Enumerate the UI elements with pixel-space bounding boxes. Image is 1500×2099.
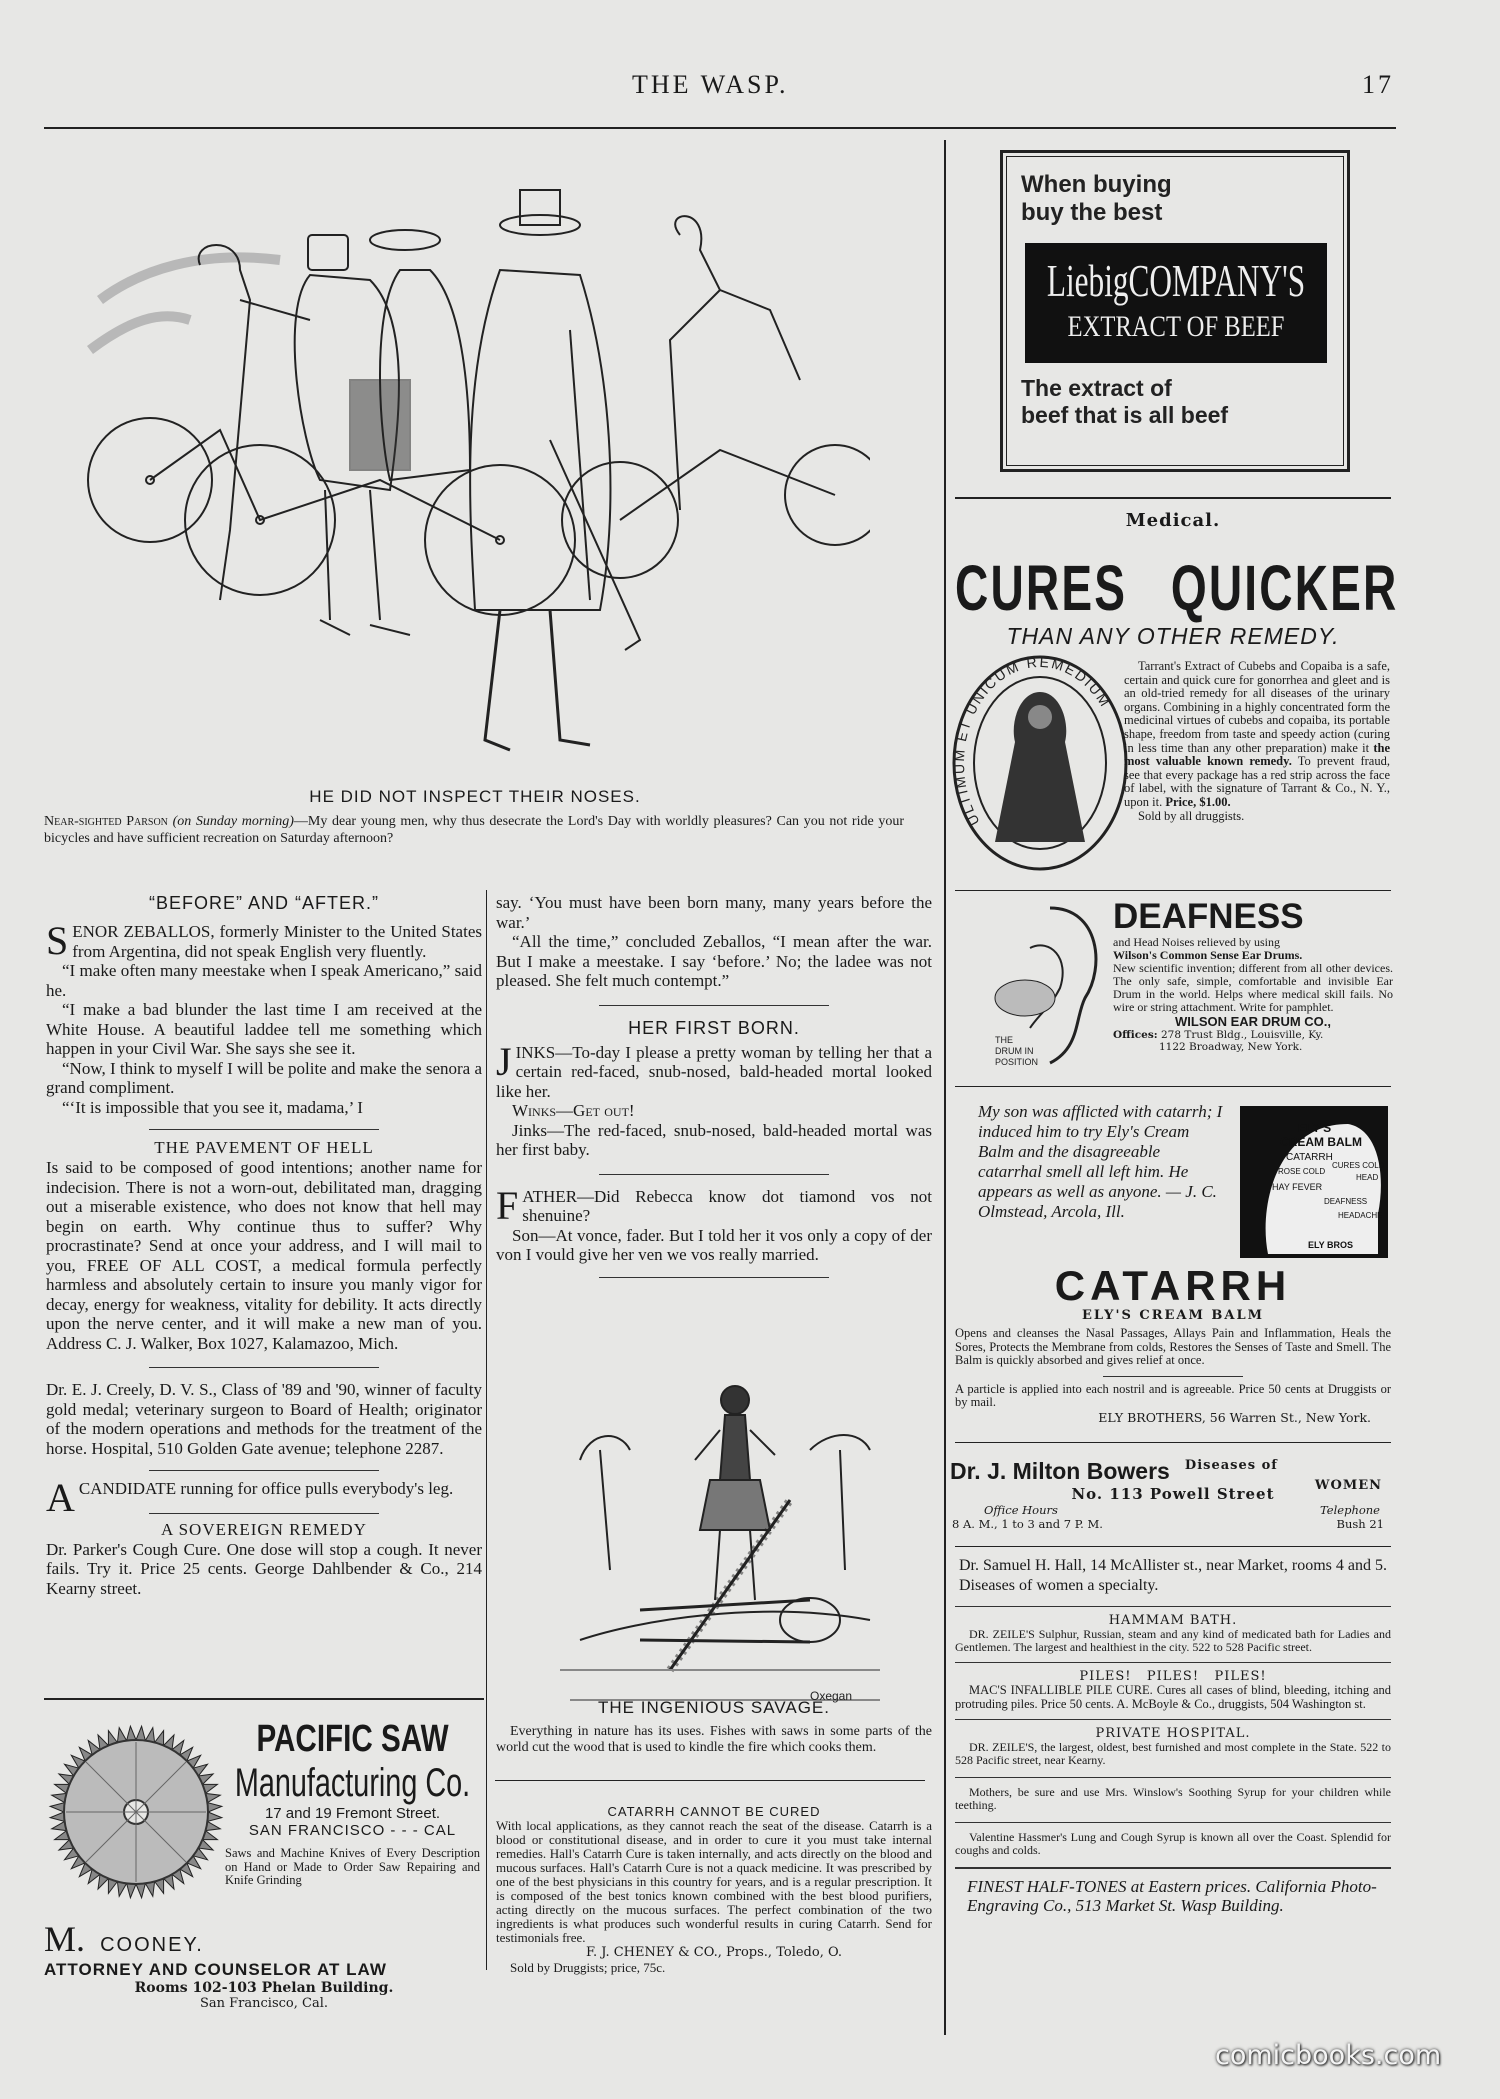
cartoon-illustration bbox=[80, 180, 870, 770]
hammam-title: HAMMAM BATH. bbox=[1108, 1613, 1238, 1628]
liebig-brand-panel: LiebigCOMPANY'S EXTRACT OF BEEF bbox=[1025, 243, 1327, 363]
ear-drum-icon bbox=[990, 898, 1110, 1078]
before-after-continued: say. ‘You must have been born many, many years before the war.’ “All the time,” concluded Zeballos, “I mean after the war. But I make a meestake. I say ‘before.’ No; the ladee was not pleased. She felt much contempt.” bbox=[496, 893, 932, 990]
cartoon-dialogue bbox=[44, 813, 904, 847]
savage-body: Everything in nature has its uses. Fishes with saws in some parts of the world cut the wood that is used to kindle the fire which cooks them. bbox=[496, 1724, 932, 1755]
left-column bbox=[46, 893, 482, 1598]
saw-blade-icon bbox=[46, 1722, 226, 1902]
svg-text:ULTIMUM ET UNICUM REMEDIUM: ULTIMUM ET UNICUM REMEDIUM bbox=[950, 653, 1115, 829]
piles-title: PILES! PILES! PILES! bbox=[1079, 1669, 1267, 1684]
box-word: HEAD bbox=[1356, 1173, 1379, 1182]
savage-signature: Oxegan bbox=[810, 1689, 853, 1703]
rule bbox=[955, 1442, 1391, 1443]
first-born-title: HER FIRST BORN. bbox=[628, 1017, 800, 1038]
tarrant-seal-icon bbox=[950, 652, 1130, 874]
creely-notice: Dr. E. J. Creely, D. V. S., Class of '89 and '90, winner of faculty gold medal; veterinary surgeon to Board of Health; originator of the modern operations and methods for the treatment of the horse. Hospital, 510 Golden Gate avenue; telephone 2287. bbox=[46, 1380, 482, 1458]
father-story: FATHER—Did Rebecca know dot tiamond vos not shenuine? Son—At vonce, fader. But I told her it vos only a copy of der von I vould give her ven we vos really married. bbox=[496, 1182, 932, 1264]
svg-text:CREAM BALM: CREAM BALM bbox=[1280, 1135, 1362, 1149]
divider bbox=[599, 1005, 829, 1006]
right-column-notices: Dr. Samuel H. Hall, 14 McAllister st., near Market, rooms 4 and 5. Diseases of women a specialty. HAMMAM BATH. DR. ZEILE'S Sulphur, Russian, steam and any kind of medicated bath for Ladies and Gentlemen. The largest and healthiest in the city. 522 to 528 Pacific street. PILES! PILES! PILES! MAC'S INFALLIBLE PILE CURE. Cures all cases of blind, bleeding, itching and protruding piles. Price 50 cents. A. McBoyle & Co., druggists, 504 Washington st. PRIVATE HOSPITAL. DR. ZEILE'S, the largest, oldest, best furnished and most complete in the State. 522 to 528 Pacific street, near Kearny. Mothers, be sure and use Mrs. Winslow's Soothing Syrup for your children while teething. Valentine Hassmer's Lung and Cough Syrup is known all over the Coast. Splendid for coughs and colds. FINEST HALF-TONES at Eastern prices. California Photo-Engraving Co., 513 Market St. Wasp Building. bbox=[955, 1557, 1391, 1915]
box-word: ROSE COLD bbox=[1278, 1167, 1326, 1176]
liebig-ad: When buying buy the best LiebigCOMPANY'S EXTRACT OF BEEF The extract of beef that is all beef bbox=[1000, 150, 1350, 472]
savage-illustration bbox=[560, 1370, 890, 1710]
catarrh-cured-ad: CATARRH CANNOT BE CURED With local applications, as they cannot reach the seat of the disease. Catarrh is a blood or constitutional disease, and in order to cure it you must take internal remedies. Hall's Catarrh Cure is taken internally, and acts directly on the blood and mucous surfaces. Hall's Catarrh Cure is not a quack medicine. It was prescribed by one of the best physicians in this country for years, and is a regular prescription. It is composed of the best tonics known combined with the best blood purifiers, acting directly on the mucous surfaces. The perfect combination of the two ingredients is what produces such wonderful results in curing Catarrh. Send for testimonials free. F. J. CHENEY & CO., Props., Toledo, O. Sold by Druggists; price, 75c. bbox=[496, 1804, 932, 1975]
medical-section-label: Medical. bbox=[1125, 510, 1221, 531]
rule bbox=[955, 1546, 1391, 1547]
middle-column bbox=[496, 893, 932, 1278]
divider bbox=[149, 1367, 379, 1368]
elys-catarrh-ad: CATARRH ELY'S CREAM BALM Opens and cleanses the Nasal Passages, Allays Pain and Inflammation, Heals the Sores, Protects the Membrane from colds, Restores the Senses of Taste and Smell. The Balm is quickly absorbed and gives relief at once. A particle is applied into each nostril and is agreeable. Price 50 cents at Druggists or by mail. ELY BROTHERS, 56 Warren St., New York. bbox=[955, 1262, 1391, 1425]
hassmer-notice: Valentine Hassmer's Lung and Cough Syrup is known all over the Coast. Splendid for coughs and colds. bbox=[955, 1830, 1391, 1857]
svg-text:ELY BROS: ELY BROS bbox=[1308, 1240, 1354, 1250]
box-word: HEADACHE bbox=[1338, 1211, 1383, 1220]
candidate-joke: ACANDIDATE running for office pulls everybody's leg. bbox=[46, 1475, 454, 1520]
svg-text:THE: THE bbox=[995, 1035, 1013, 1045]
before-after-title: “BEFORE” AND “AFTER.” bbox=[148, 893, 379, 913]
private-hospital-title: PRIVATE HOSPITAL. bbox=[1095, 1726, 1251, 1741]
pavement-body: Is said to be composed of good intentions; another name for indecision. There is not a worn-out, debilitated man, dragging out a miserable existence, who does not know that hell may begin on earth. Why continue thus to suffer? Why procrastinate? Send at once your address, and I will mail to you, FREE OF ALL COST, a medical formula perfectly harmless and absolutely certain to insure you manly vigor for decay, energy for weakness, vitality for debility. It acts directly upon the nerve center, and it will make a new man of you. Address C. J. Walker, Box 1027, Kalamazoo, Mich. bbox=[46, 1158, 482, 1353]
pacific-saw-title: PACIFIC SAW bbox=[256, 1718, 449, 1760]
rule bbox=[955, 890, 1391, 891]
box-word: CURES COLD bbox=[1332, 1161, 1385, 1170]
pacific-saw-subtitle: Manufacturing Co. bbox=[234, 1761, 471, 1805]
header-rule bbox=[44, 127, 1396, 129]
bowers-ad: Dr. J. Milton Bowers $^{Diseases of}$ WOMEN No. 113 Powell Street Office Hours 8 A. M., 1 to 3 and 7 P. M. Telephone Bush 21 bbox=[950, 1458, 1384, 1531]
first-born-story: JINKS—To-day I please a pretty woman by telling her that a certain red-faced, snub-nosed, bald-headed mortal looked like her. Winks—Get out! Jinks—The red-faced, snub-nosed, bald-headed mortal was her first baby. bbox=[496, 1038, 932, 1159]
cures-headline: CURES QUICKER bbox=[955, 552, 1399, 624]
cartoon-speaker: Near-sighted Parson bbox=[44, 814, 168, 829]
svg-text:ELY'S: ELY'S bbox=[1298, 1121, 1332, 1135]
masthead-title: THE WASP. bbox=[632, 70, 789, 99]
deafness-ad: DEAFNESS and Head Noises relieved by using Wilson's Common Sense Ear Drums. New scientific invention; different from all other devices. The only safe, simple, comfortable and invisible Ear Drum in the world. Helps where medical skill fails. No wire or string attachment. Write for pamphlet. WILSON EAR DRUM CO., Offices: 278 Trust Bldg., Louisville, Ky. 1122 Broadway, New York. bbox=[1113, 897, 1393, 1053]
rule bbox=[955, 497, 1391, 499]
cooney-ad: M. COONEY. ATTORNEY AND COUNSELOR AT LAW Rooms 102-103 Phelan Building. San Francisco, Cal. bbox=[44, 1919, 394, 2011]
pavement-title: THE PAVEMENT OF HELL bbox=[154, 1138, 374, 1157]
divider bbox=[599, 1174, 829, 1175]
elys-testimonial: My son was afflicted with catarrh; I induced him to try Ely's Cream Balm and the disagreeable catarrhal smell all left him. He appears as well as anyone. — J. C. Olmstead, Arcola, Ill. bbox=[978, 1102, 1223, 1221]
box-word: CATARRH bbox=[1286, 1152, 1333, 1163]
box-word: HAY FEVER bbox=[1272, 1182, 1323, 1192]
cures-quicker-ad: CURES QUICKER THAN ANY OTHER REMEDY. bbox=[955, 552, 1399, 649]
page-number: 17 bbox=[1362, 70, 1394, 99]
watermark: comicbooks.com bbox=[1215, 2040, 1442, 2071]
sovereign-title: A SOVEREIGN REMEDY bbox=[161, 1519, 367, 1539]
before-after-story: SENOR ZEBALLOS, formerly Minister to the United States from Argentina, did not speak English very fluently. “I make often many meestake when I speak Americano,” said he. “I make a bad blunder the last time I am received at the White House. A beautiful laddee tell me something which happen in your Civil War. She says she see it. “Now, I think to myself I will be polite and make the senora a grand compliment. “‘It is impossible that you see it, madama,’ I bbox=[46, 918, 483, 1117]
divider bbox=[149, 1513, 379, 1514]
elys-cream-balm-box-icon bbox=[1238, 1104, 1390, 1260]
divider bbox=[149, 1470, 379, 1471]
column-divider-left bbox=[486, 890, 487, 1970]
sovereign-body: Dr. Parker's Cough Cure. One dose will stop a cough. It never fails. Try it. Price 25 cents. George Dahlbender & Co., 214 Kearny street. bbox=[46, 1539, 482, 1598]
cartoon-stage-direction: (on Sunday morning) bbox=[172, 814, 294, 829]
cartoon-quote: —My dear young men, why thus desecrate the Lord's Day with worldly pleasures? Can you not ride your bicycles and have sufficient recreation on Saturday afternoon? bbox=[44, 814, 904, 846]
pacific-saw-ad: PACIFIC SAW Manufacturing Co. 17 and 19 Fremont Street. SAN FRANCISCO - - - CAL Saws and Machine Knives of Every Description on Hand or Made to Order Saw Repairing and Knife Grinding bbox=[225, 1718, 480, 1887]
hall-notice: Dr. Samuel H. Hall, 14 McAllister st., near Market, rooms 4 and 5. Diseases of women a specialty. bbox=[959, 1557, 1387, 1594]
ad-rule bbox=[44, 1698, 484, 1700]
halftones-notice: FINEST HALF-TONES at Eastern prices. California Photo-Engraving Co., 513 Market St. Wasp Building. bbox=[967, 1877, 1377, 1915]
column-divider-right bbox=[944, 140, 946, 2035]
svg-text:POSITION: POSITION bbox=[995, 1057, 1039, 1067]
cures-body: Tarrant's Extract of Cubebs and Copaiba is a safe, certain and quick cure for gonorrhea and gleet and is an old-tried remedy for all diseases of the urinary organs. Combining in a highly concentrated form the medicinal virtues of cubebs and copaiba, its portable shape, freedom from taste and speedy action (curing in less time than any other preparation) make it the most valuable known remedy. To prevent fraud, see that every package has a red strip across the face of label, with the signature of Tarrant & Co., N. Y., upon it. Price, $1.00. Sold by all druggists. bbox=[1124, 659, 1391, 823]
box-word: DEAFNESS bbox=[1324, 1197, 1368, 1206]
catarrh-rule bbox=[495, 1780, 925, 1781]
divider bbox=[599, 1277, 829, 1278]
rule bbox=[955, 1086, 1391, 1087]
cartoon-caption: HE DID NOT INSPECT THEIR NOSES. bbox=[309, 787, 641, 806]
divider bbox=[149, 1129, 379, 1130]
svg-text:DRUM IN: DRUM IN bbox=[995, 1046, 1034, 1056]
savage-caption: THE INGENIOUS SAVAGE. bbox=[598, 1698, 830, 1717]
drop-cap: S bbox=[46, 918, 69, 963]
mothers-notice: Mothers, be sure and use Mrs. Winslow's Soothing Syrup for your children while teething. bbox=[955, 1785, 1391, 1812]
